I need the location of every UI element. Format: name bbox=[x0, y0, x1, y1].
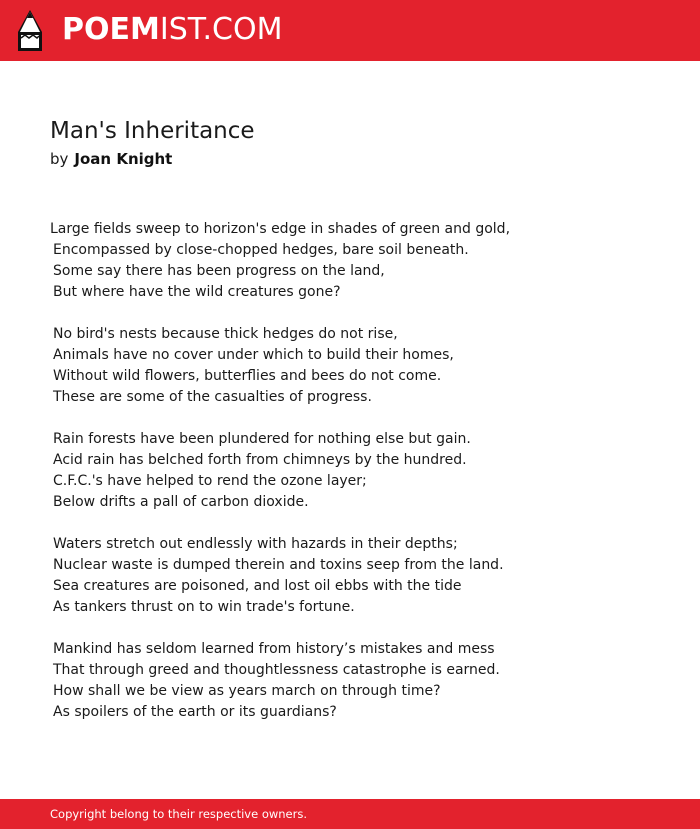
author-name: Joan Knight bbox=[74, 150, 173, 168]
stanza bbox=[50, 429, 670, 513]
poem-line: Rain forests have been plundered for nothing else but gain. bbox=[53, 431, 471, 447]
poem-line: Without wild flowers, butterflies and bees do not come. bbox=[53, 368, 442, 384]
pencil-tip-icon[interactable] bbox=[18, 10, 42, 51]
poem-line: Encompassed by close-chopped hedges, bare soil beneath. bbox=[53, 242, 469, 258]
poem-line: That through greed and thoughtlessness catastrophe is earned. bbox=[53, 662, 500, 678]
poem-line: C.F.C.'s have helped to rend the ozone layer; bbox=[53, 473, 367, 489]
poem-line: But where have the wild creatures gone? bbox=[53, 284, 341, 300]
poem-line: Mankind has seldom learned from history’s mistakes and mess bbox=[53, 641, 495, 657]
poem-line: These are some of the casualties of progress. bbox=[53, 389, 372, 405]
poem-line: Acid rain has belched forth from chimneys by the hundred. bbox=[53, 452, 467, 468]
poem-line: Large fields sweep to horizon's edge in shades of green and gold, bbox=[50, 221, 511, 237]
by-label: by bbox=[50, 150, 69, 168]
stanza bbox=[50, 639, 670, 723]
poem-line: Some say there has been progress on the land, bbox=[53, 263, 385, 279]
site-header bbox=[0, 0, 700, 61]
site-logo[interactable] bbox=[62, 10, 282, 50]
copyright-notice: Copyright belong to their respective owners. bbox=[50, 807, 308, 821]
poem-line: Sea creatures are poisoned, and lost oil ebbs with the tide bbox=[53, 578, 462, 594]
poem-line: How shall we be view as years march on through time? bbox=[53, 683, 441, 699]
site-footer bbox=[0, 799, 700, 829]
poem-line: Waters stretch out endlessly with hazards in their depths; bbox=[53, 536, 458, 552]
poem-line: As tankers thrust on to win trade's fortune. bbox=[53, 599, 355, 615]
stanza bbox=[50, 324, 670, 408]
poem-title: Man's Inheritance bbox=[50, 118, 255, 144]
stanza bbox=[50, 219, 670, 303]
logo-text-bold: POEM bbox=[62, 12, 160, 47]
logo-text-light: IST.COM bbox=[159, 12, 283, 47]
poem-body bbox=[50, 219, 670, 744]
poem-line: No bird's nests because thick hedges do not rise, bbox=[53, 326, 398, 342]
poem-line: Animals have no cover under which to build their homes, bbox=[53, 347, 454, 363]
poem-line: Below drifts a pall of carbon dioxide. bbox=[53, 494, 309, 510]
poem-line: As spoilers of the earth or its guardians? bbox=[53, 704, 337, 720]
poem-line: Nuclear waste is dumped therein and toxins seep from the land. bbox=[53, 557, 504, 573]
byline bbox=[50, 148, 172, 170]
stanza bbox=[50, 534, 670, 618]
